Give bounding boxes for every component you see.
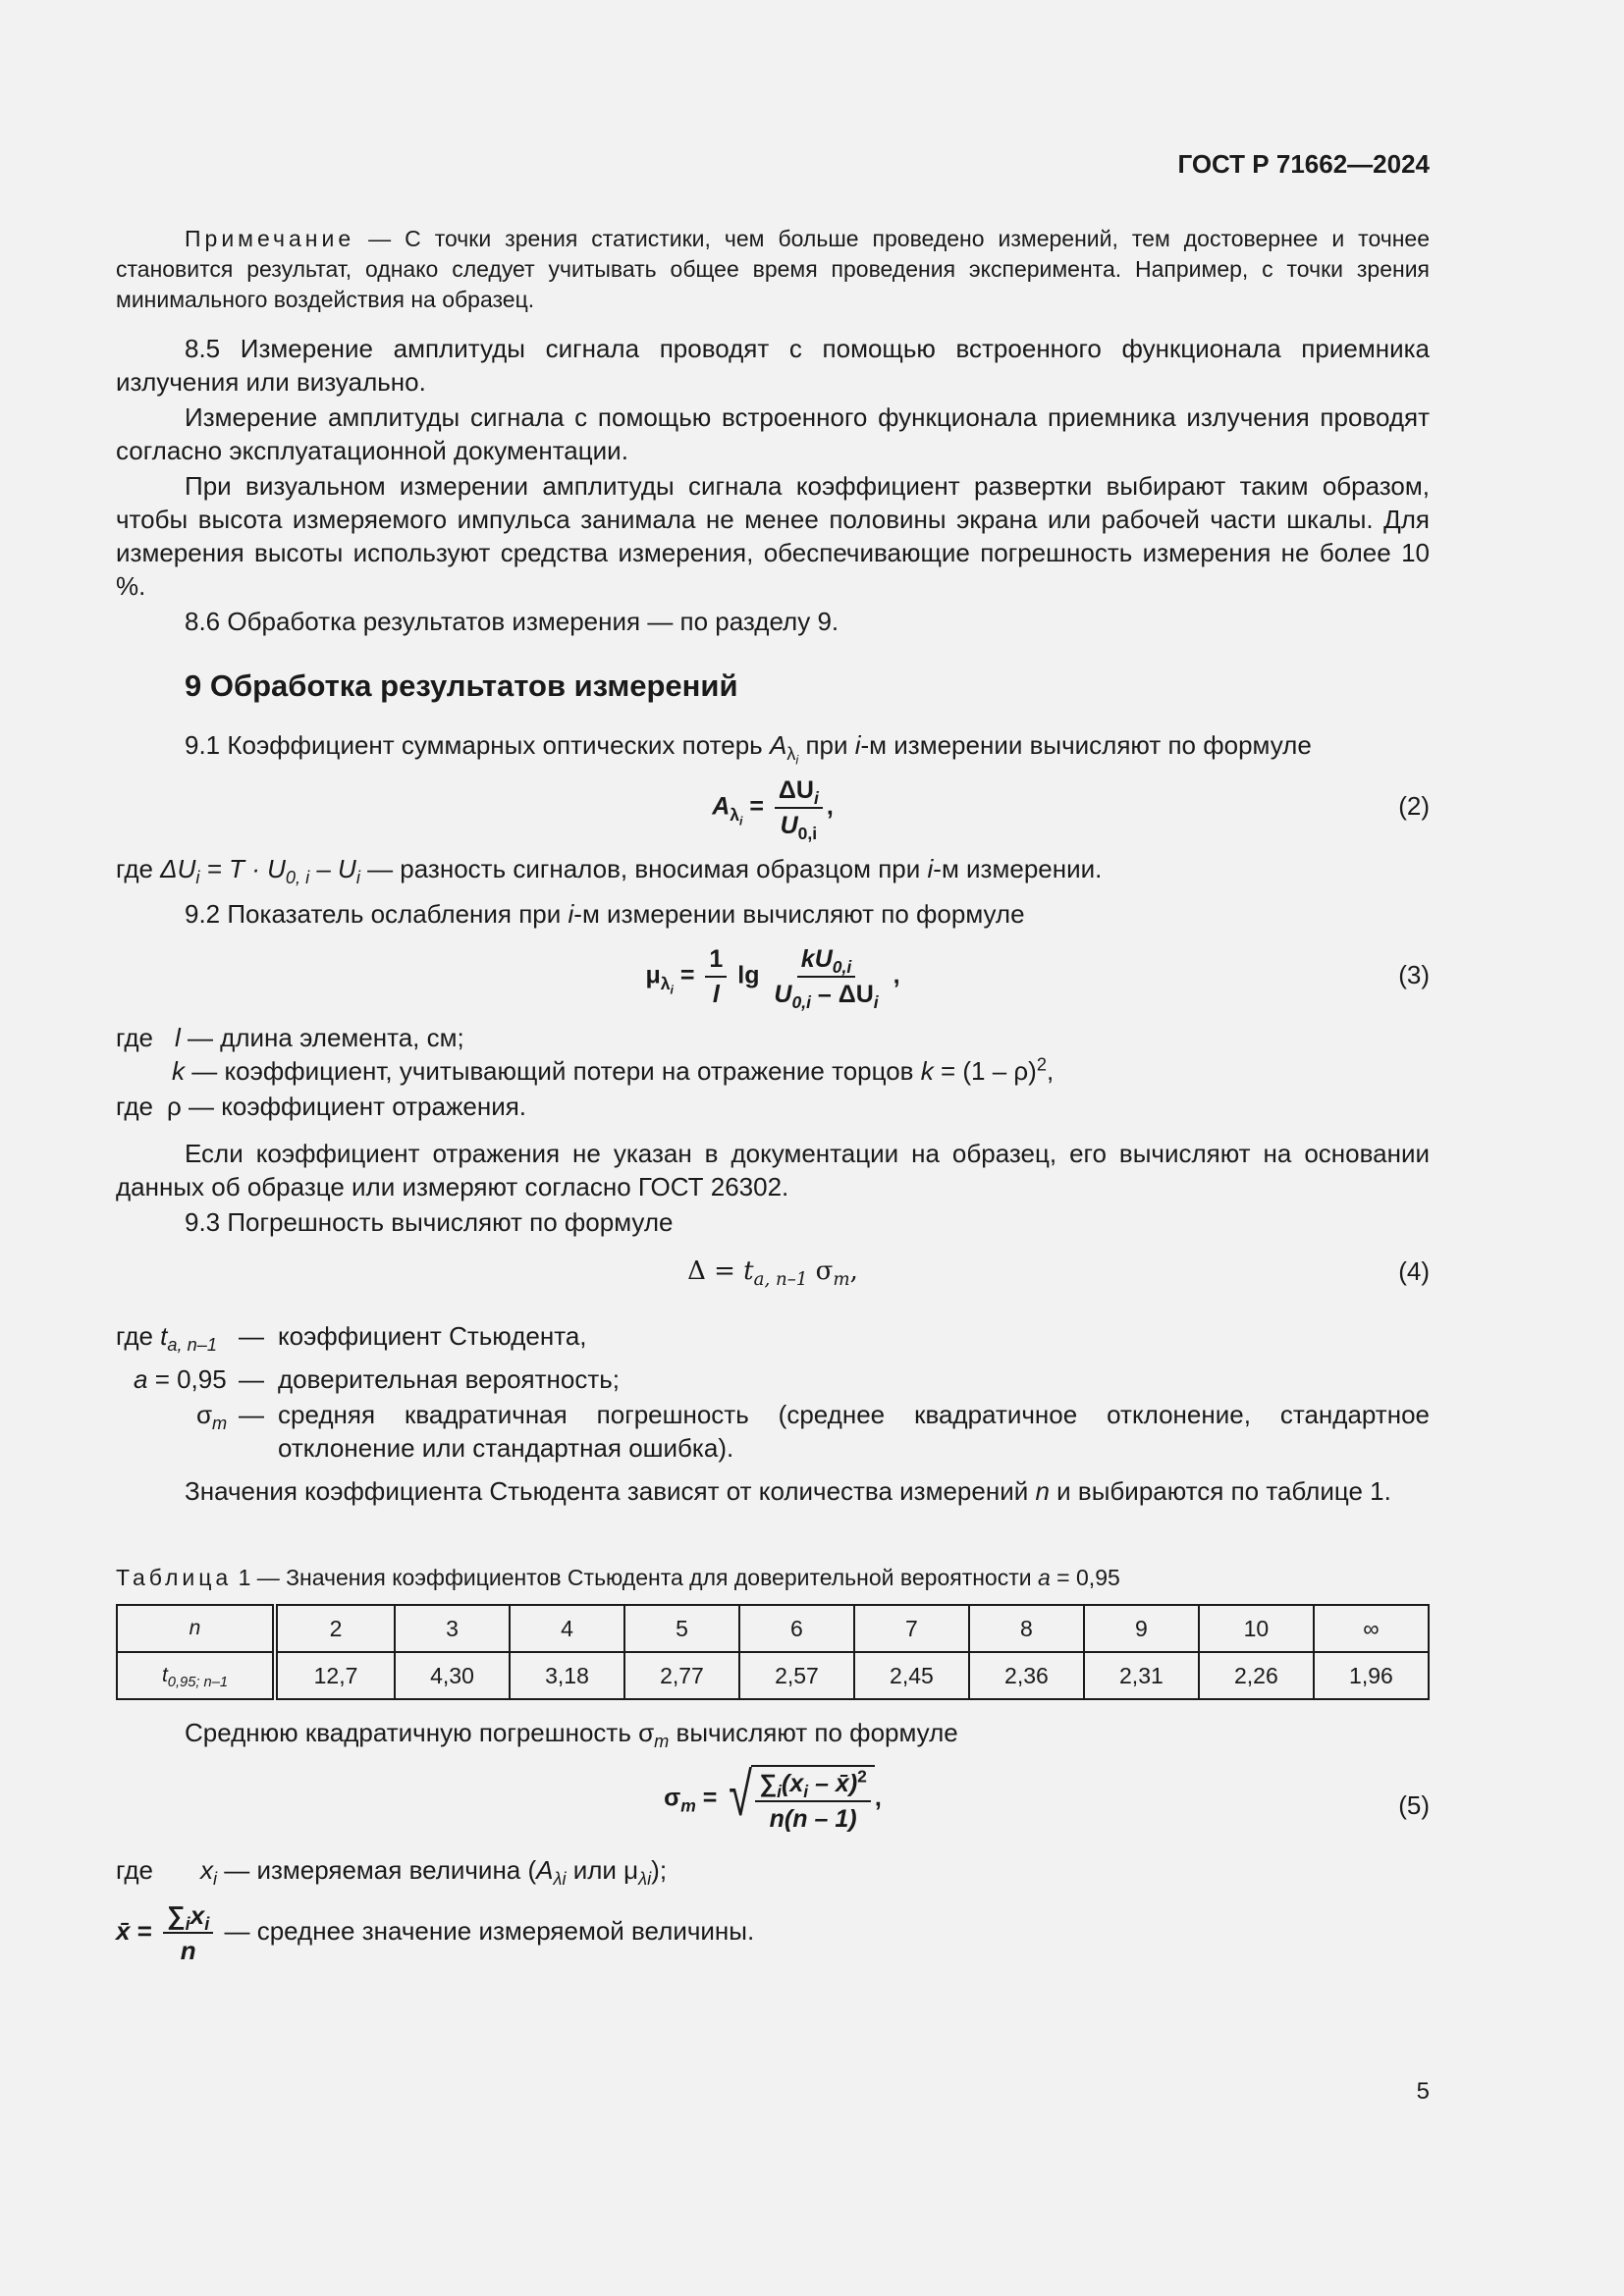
- paragraph-9-2: 9.2 Показатель ослабления при i-м измерении вычисляют по формуле: [185, 899, 1025, 929]
- fraction: $\frac{1}{l}$: [705, 944, 727, 1009]
- equation-2-legend: где $\Delta U_i = T \cdot U_{0, i} - U_i$ — разность сигналов, вносимая образцом при i-м измерении.: [116, 854, 1103, 888]
- note-paragraph: [116, 224, 1430, 315]
- equation-4: $\Delta = t_{a, n-1}$ $\sigma_m$, (4): [687, 1256, 1430, 1291]
- table-cell: 2,57: [739, 1652, 854, 1699]
- equation-number-4: (4): [1398, 1256, 1430, 1286]
- table-cell: 7: [854, 1605, 969, 1652]
- table-header-cell: n: [117, 1605, 275, 1652]
- document-id: ГОСТ Р 71662—2024: [1177, 149, 1430, 179]
- table-cell: 6: [739, 1605, 854, 1652]
- table-cell: ∞: [1314, 1605, 1429, 1652]
- fraction: $\frac{\Delta U_i}{U_{0,i}}$: [775, 775, 823, 840]
- paragraph-8-5-c: При визуальном измерении амплитуды сигнала коэффициент развертки выбирают таким образом, чтобы высота измеряемого импульса занимала не менее половины экрана или рабочей части шкалы. Для измерения высоты используют средства измерения, обеспечивающие погрешность измерения не более 10 %.: [116, 471, 1430, 601]
- equation-2: $A_{\lambda_i}$ = $\frac{\Delta U_i}{U_{0,i}}$ , (2): [712, 776, 1430, 843]
- equation-number-3: (3): [1398, 960, 1430, 989]
- table-cell: 3,18: [510, 1652, 624, 1699]
- table-cell: 8: [969, 1605, 1084, 1652]
- equation-3-legend-k: k — коэффициент, учитывающий потери на отражение торцов k = (1 – ρ)$^2$,: [172, 1054, 1055, 1086]
- paragraph-8-6: 8.6 Обработка результатов измерения — по разделу 9.: [185, 607, 839, 636]
- note-text: — С точки зрения статистики, чем больше проведено измерений, тем достовернее и точнее становится результат, однако следует учитывать общее время проведения эксперимента. Например, с точки зрения минимального воздействия на образец.: [116, 226, 1430, 312]
- square-root: √ $\frac{\sum_i(x_i - x̄)^2}{n(n - 1)}$: [724, 1765, 875, 1834]
- fraction: $\frac{\sum_i(x_i - x̄)^2}{n(n - 1)}$: [755, 1769, 871, 1834]
- table-cell: 5: [624, 1605, 739, 1652]
- table-cell: 2,77: [624, 1652, 739, 1699]
- equation-3-legend-l: где l — длина элемента, см;: [116, 1023, 464, 1052]
- table-cell: 2: [275, 1605, 395, 1652]
- table-header-cell: $t_{0,95; n-1}$: [117, 1652, 275, 1699]
- table-cell: 10: [1199, 1605, 1314, 1652]
- equation-4-legend-a: a = 0,95 — доверительная вероятность;: [134, 1364, 621, 1394]
- paragraph-sigma: Среднюю квадратичную погрешность $\sigma_m$ вычисляют по формуле: [185, 1718, 958, 1752]
- equation-4-legend-t: где $t_{a, n-1}$ — коэффициент Стьюдента,: [116, 1321, 587, 1356]
- document-page: [116, 0, 1430, 2296]
- fraction: $\frac{kU_{0,i}}{U_{0,i} - \Delta U_i}$: [774, 945, 879, 1012]
- equation-number-2: (2): [1398, 791, 1430, 821]
- equation-5: $\sigma_m$ = √ $\frac{\sum_i(x_i - x̄)^2}{n(n - 1)}$ , (5): [664, 1761, 1430, 1833]
- table-row: [117, 1652, 1429, 1699]
- mean-definition: x̄ = $\frac{\sum_ix_i}{n}$ — среднее значение измеряемой величины.: [116, 1900, 755, 1965]
- table-cell: 2,31: [1084, 1652, 1199, 1699]
- paragraph-student: Значения коэффициента Стьюдента зависят от количества измерений n и выбираются по таблице 1.: [185, 1476, 1391, 1506]
- table-row: [117, 1605, 1429, 1652]
- equation-4-legend-sigma: $\sigma_m$ — средняя квадратичная погрешность (среднее квадратичное отклонение, стандартное отклонение или стандартная ошибка).: [196, 1400, 1430, 1463]
- table-cell: 4,30: [395, 1652, 510, 1699]
- page-number: 5: [1416, 2078, 1430, 2105]
- paragraph-reflection: Если коэффициент отражения не указан в документации на образец, его вычисляют на основании данных об образце или измеряют согласно ГОСТ 26302. 9.3 Погрешность вычисляют по формуле: [116, 1139, 1430, 1237]
- paragraph-8-5-b: Измерение амплитуды сигнала с помощью встроенного функционала приемника излучения проводят согласно эксплуатационной документации.: [116, 402, 1430, 465]
- table-cell: 12,7: [275, 1652, 395, 1699]
- table-cell: 4: [510, 1605, 624, 1652]
- table-cell: 2,45: [854, 1652, 969, 1699]
- table-cell: 3: [395, 1605, 510, 1652]
- paragraph-9-3: 9.3 Погрешность вычисляют по формуле: [185, 1207, 674, 1237]
- table-cell: 1,96: [1314, 1652, 1429, 1699]
- fraction: $\frac{\sum_ix_i}{n}$: [163, 1900, 213, 1965]
- equation-3: $\mu_{\lambda_i}$ = $\frac{1}{l}$ lg $\frac{kU_{0,i}}{U_{0,i} - \Delta U_i}$ , (3): [645, 945, 1430, 1012]
- paragraph-8-5-a: 8.5 Измерение амплитуды сигнала проводят с помощью встроенного функционала приемника излучения или визуально.: [116, 334, 1430, 397]
- equation-3-legend-rho: где ρ — коэффициент отражения.: [116, 1092, 527, 1121]
- note-block: [116, 224, 1430, 315]
- equation-5-legend-x: где $x_i$ — измеряемая величина ($A_{\lambda i}$ или $\mu_{\lambda i}$);: [116, 1855, 668, 1890]
- note-label: Примечание: [185, 226, 355, 251]
- section-8-5: [116, 332, 1430, 638]
- table-cell: 2,36: [969, 1652, 1084, 1699]
- table-caption: Таблица 1 — Значения коэффициентов Стьюдента для доверительной вероятности a = 0,95: [116, 1565, 1120, 1590]
- section-9-heading: 9 Обработка результатов измерений: [185, 668, 738, 703]
- table-cell: 9: [1084, 1605, 1199, 1652]
- paragraph-9-1: 9.1 Коэффициент суммарных оптических потерь $A_{\lambda_i}$ при i-м измерении вычисляют по формуле: [185, 730, 1312, 768]
- equation-number-5: (5): [1398, 1790, 1430, 1820]
- table-cell: 2,26: [1199, 1652, 1314, 1699]
- student-coefficients-table: [116, 1604, 1430, 1700]
